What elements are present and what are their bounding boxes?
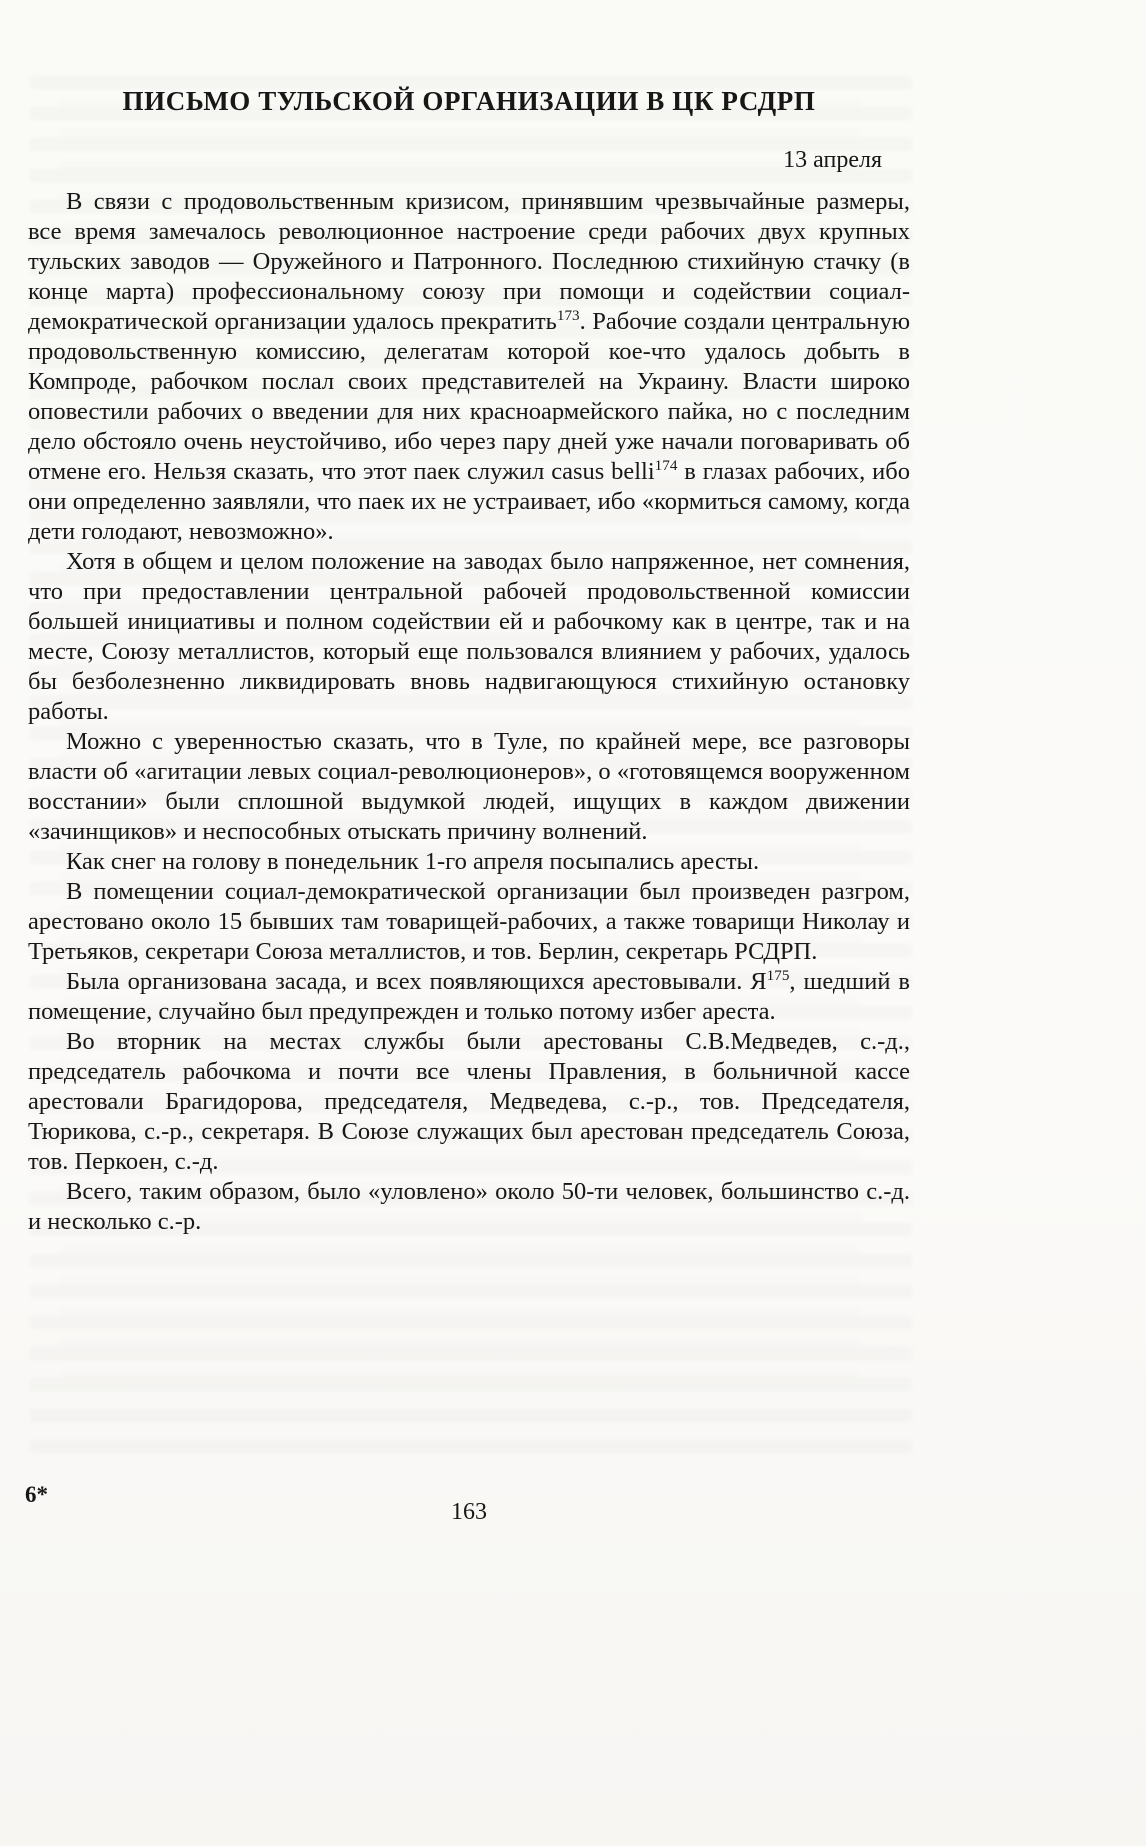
page-number: 163 bbox=[451, 1499, 487, 1525]
paragraph-7: Во вторник на местах службы были арестованы С.В.Медведев, с.-д., председатель рабочкома и почти все члены Правления, в больничной кассе арестовали Брагидорова, председателя, Медведева, с.-р., тов. Председателя, Тюрикова, с.-р., секретаря. В Союзе служащих был арестован председатель Союза, тов. Перкоен, с.-д. bbox=[28, 1028, 910, 1175]
text-column bbox=[28, 86, 910, 1237]
print-signature-mark: 6* bbox=[25, 1482, 48, 1507]
letter-date: 13 апреля bbox=[783, 147, 882, 173]
paragraph-8: Всего, таким образом, было «уловлено» около 50-ти человек, большинство с.-д. и несколько с.-р. bbox=[28, 1178, 910, 1235]
document-title: ПИСЬМО ТУЛЬСКОЙ ОРГАНИЗАЦИИ В ЦК РСДРП bbox=[122, 86, 816, 116]
paragraph-3: Можно с уверенностью сказать, что в Туле, по крайней мере, все разговоры власти об «агитации левых социал-революционеров», о «готовящемся вооруженном восстании» были сплошной выдумкой людей, ищущих в каждом движении «зачинщиков» и неспособных отыскать причину волнений. bbox=[28, 728, 910, 845]
paragraph-2: Хотя в общем и целом положение на заводах было напряженное, нет сомнения, что при предоставлении центральной рабочей продовольственной комиссии большей инициативы и полном содействии ей и рабочкому как в центре, так и на месте, Союзу металлистов, который еще пользовался влиянием у рабочих, удалось бы безболезненно ликвидировать вновь надвигающуюся стихийную остановку работы. bbox=[28, 548, 910, 725]
paragraph-5: В помещении социал-демократической организации был произведен разгром, арестовано около 15 бывших там товарищей-рабочих, а также товарищи Николау и Третьяков, секретари Союза металлистов, и тов. Берлин, секретарь РСДРП. bbox=[28, 878, 910, 965]
paragraph-1: В связи с продовольственным кризисом, принявшим чрезвычайные размеры, все время замечалось революционное настроение среди рабочих двух крупных тульских заводов — Оружейного и Патронного. Последнюю стихийную стачку (в конце марта) профессиональному союзу при помощи и содействии социал-демократической организации удалось прекратить$^{173}$. Рабочие создали центральную продовольственную комиссию, делегатам которой кое-что удалось добыть в Компроде, рабочком послал своих представителей на Украину. Власти широко оповестили рабочих о введении для них красноармейского пайка, но с последним дело обстояло очень неустойчиво, ибо через пару дней уже начали поговаривать об отмене его. Нельзя сказать, что этот паек служил casus belli$^{174}$ в глазах рабочих, ибо они определенно заявляли, что паек их не устраивает, ибо «кормиться самому, когда дети голодают, невозможно». bbox=[28, 188, 910, 545]
letter-body bbox=[28, 187, 910, 1237]
paragraph-4: Как снег на голову в понедельник 1-го апреля посыпались аресты. bbox=[66, 848, 760, 875]
paragraph-6: Была организована засада, и всех появляющихся арестовывали. $Я^{175}$, шедший в помещение, случайно был предупрежден и только потому избег ареста. bbox=[28, 966, 910, 1025]
